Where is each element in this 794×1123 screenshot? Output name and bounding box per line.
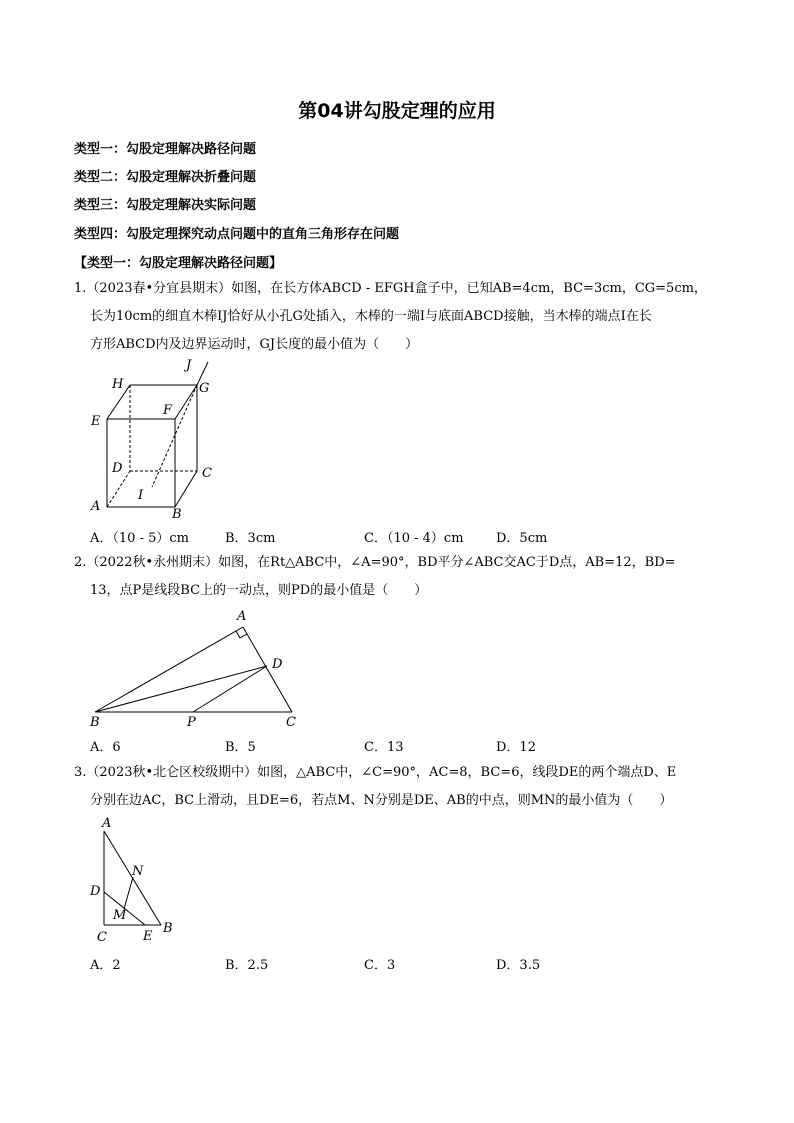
q1-option-c[interactable]: C．（10 - 4）cm: [364, 531, 464, 546]
question-2-line-1: 2.（2022秋•永州期末）如图，在Rt△ABC中，∠A=90°，BD平分∠ABC交AC于D点，AB=12，BD=: [74, 555, 676, 570]
label-D: D: [112, 461, 123, 476]
q1-option-d[interactable]: D．5cm: [496, 531, 548, 546]
question-1-line-2: 长为10cm的细直木棒IJ恰好从小孔G处插入，木棒的一端I与底面ABCD接触，当木棒的端点I在长: [90, 309, 652, 324]
label-A: A: [237, 609, 247, 624]
label-B: B: [172, 507, 182, 522]
label-F: F: [163, 403, 173, 418]
type-line-1: 类型一：勾股定理解决路径问题: [74, 142, 257, 157]
type-line-2: 类型二：勾股定理解决折叠问题: [74, 170, 257, 185]
label-C: C: [202, 466, 212, 481]
label-D: D: [272, 657, 283, 672]
label-H: H: [112, 377, 124, 392]
label-C: C: [286, 715, 296, 730]
label-E: E: [143, 929, 153, 944]
type-line-4: 类型四：勾股定理探究动点问题中的直角三角形存在问题: [74, 227, 400, 242]
label-B: B: [90, 715, 100, 730]
question-3-line-2: 分别在边AC，BC上滑动，且DE=6，若点M、N分别是DE、AB的中点，则MN的最小值为（ ）: [90, 793, 673, 808]
figure-2-triangle: [85, 608, 315, 730]
label-C: C: [97, 930, 107, 945]
type-line-3: 类型三：勾股定理解决实际问题: [74, 198, 257, 213]
section-header: 【类型一：勾股定理解决路径问题】: [74, 256, 283, 271]
q3-option-b[interactable]: B．2.5: [225, 958, 269, 973]
q2-option-c[interactable]: C．13: [364, 740, 404, 755]
page-title: 第04讲勾股定理的应用: [298, 100, 496, 122]
label-N: N: [132, 864, 144, 879]
figure-1-cuboid: [80, 355, 230, 525]
label-P: P: [187, 715, 196, 730]
q3-option-d[interactable]: D．3.5: [496, 958, 541, 973]
label-E: E: [91, 414, 101, 429]
label-G: G: [199, 381, 210, 396]
label-M: M: [113, 908, 127, 923]
q3-option-a[interactable]: A．2: [90, 958, 121, 973]
question-1-line-3: 方形ABCD内及边界运动时，GJ长度的最小值为（ ）: [90, 337, 419, 352]
question-1: [74, 275, 754, 359]
q3-option-c[interactable]: C．3: [364, 958, 396, 973]
label-D: D: [90, 884, 101, 899]
question-3-line-1: 3.（2023秋•北仑区校级期中）如图，△ABC中，∠C=90°，AC=8，BC=6，线段DE的两个端点D、E: [74, 765, 677, 780]
label-A: A: [91, 499, 101, 514]
label-I: I: [138, 488, 144, 503]
figure-3-triangle: [85, 815, 195, 945]
question-1-line-1: 1.（2023春•分宜县期末）如图，在长方体ABCD - EFGH盒子中，已知AB=4cm，BC=3cm，CG=5cm，: [74, 281, 707, 296]
label-A: A: [102, 816, 112, 831]
label-J: J: [186, 358, 192, 373]
q2-option-b[interactable]: B．5: [225, 740, 256, 755]
question-3: [74, 759, 754, 815]
question-2: [74, 549, 754, 605]
label-B: B: [163, 921, 173, 936]
q1-option-a[interactable]: A．（10 - 5）cm: [90, 531, 189, 546]
question-2-line-2: 13，点P是线段BC上的一动点，则PD的最小值是（ ）: [90, 583, 428, 598]
q2-option-a[interactable]: A．6: [90, 740, 121, 755]
q1-option-b[interactable]: B．3cm: [225, 531, 276, 546]
q2-option-d[interactable]: D．12: [496, 740, 536, 755]
